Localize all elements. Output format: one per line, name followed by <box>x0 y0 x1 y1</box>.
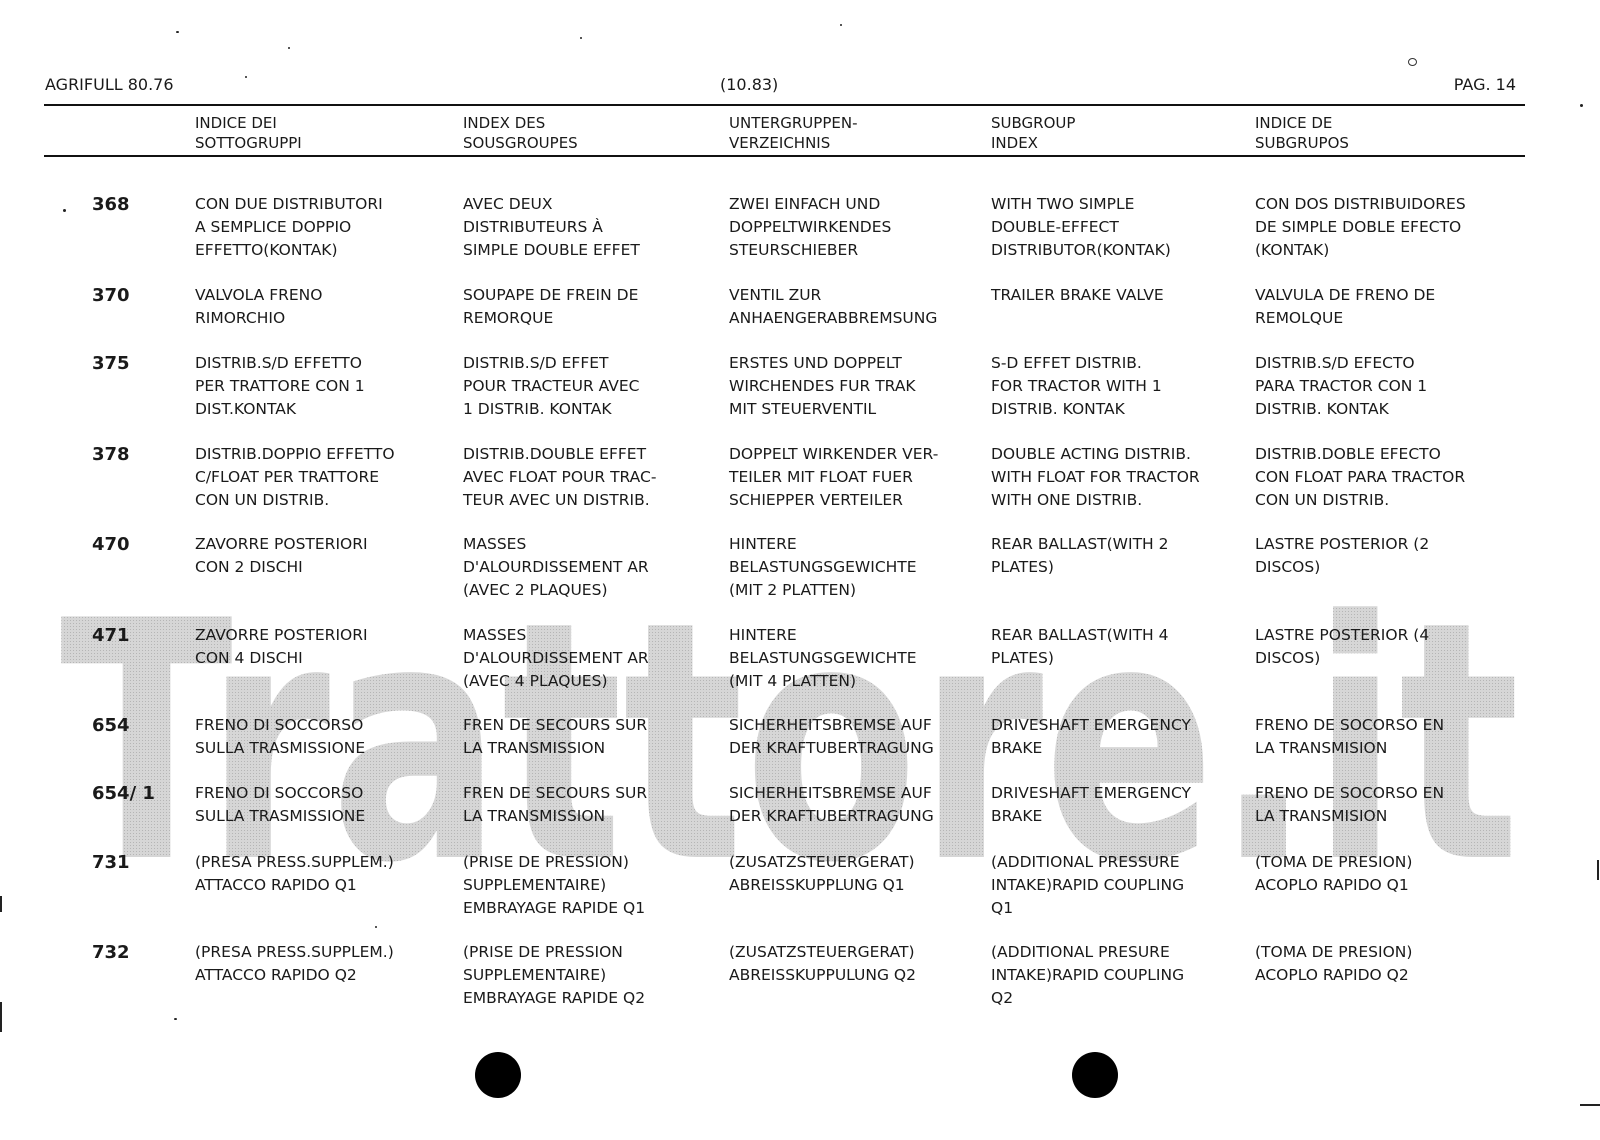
cell-italian: DISTRIB.S/D EFFETTO PER TRATTORE CON 1 DIST.KONTAK <box>195 354 365 418</box>
cell-spanish: LASTRE POSTERIOR (4 DISCOS) <box>1255 626 1430 667</box>
edition-date: (10.83) <box>720 75 779 94</box>
cell-french: (PRISE DE PRESSION SUPPLEMENTAIRE) EMBRAYAGE RAPIDE Q2 <box>463 943 646 1007</box>
cell-german: VENTIL ZUR ANHAENGERABBREMSUNG <box>729 286 938 327</box>
cell-french: FREN DE SECOURS SUR LA TRANSMISSION <box>463 716 648 757</box>
scan-speck <box>288 47 290 49</box>
cell-italian: (PRESA PRESS.SUPPLEM.) ATTACCO RAPIDO Q2 <box>195 943 394 984</box>
subgroup-code: 368 <box>92 194 130 215</box>
column-header-spanish: INDICE DE SUBGRUPOS <box>1255 114 1349 152</box>
scan-speck <box>1408 58 1417 66</box>
subgroup-code: 470 <box>92 534 130 555</box>
cell-spanish: DISTRIB.DOBLE EFECTO CON FLOAT PARA TRACTOR CON UN DISTRIB. <box>1255 445 1466 509</box>
model-name: AGRIFULL 80.76 <box>45 75 174 94</box>
scan-edge-mark <box>1580 1104 1600 1106</box>
cell-italian: (PRESA PRESS.SUPPLEM.) ATTACCO RAPIDO Q1 <box>195 853 394 894</box>
cell-english: DOUBLE ACTING DISTRIB. WITH FLOAT FOR TRACTOR WITH ONE DISTRIB. <box>991 445 1200 509</box>
punch-hole <box>1072 1052 1118 1098</box>
subgroup-code: 654/ 1 <box>92 783 155 804</box>
cell-german: HINTERE BELASTUNGSGEWICHTE (MIT 2 PLATTEN) <box>729 535 917 599</box>
column-header-french: INDEX DES SOUSGROUPES <box>463 114 578 152</box>
subgroup-code: 471 <box>92 625 130 646</box>
cell-spanish: LASTRE POSTERIOR (2 DISCOS) <box>1255 535 1430 576</box>
cell-italian: FRENO DI SOCCORSO SULLA TRASMISSIONE <box>195 784 366 825</box>
cell-italian: DISTRIB.DOPPIO EFFETTO C/FLOAT PER TRATTORE CON UN DISTRIB. <box>195 445 395 509</box>
cell-german: ERSTES UND DOPPELT WIRCHENDES FUR TRAK MIT STEUERVENTIL <box>729 354 916 418</box>
cell-english: DRIVESHAFT EMERGENCY BRAKE <box>991 716 1191 757</box>
cell-italian: CON DUE DISTRIBUTORI A SEMPLICE DOPPIO EFFETTO(KONTAK) <box>195 195 383 259</box>
cell-english: DRIVESHAFT EMERGENCY BRAKE <box>991 784 1191 825</box>
scan-speck <box>840 24 842 26</box>
scan-speck <box>375 926 377 928</box>
svg-text:Trattore.it: Trattore.it <box>60 575 1520 880</box>
cell-spanish: FRENO DE SOCORSO EN LA TRANSMISION <box>1255 784 1445 825</box>
scan-speck <box>176 31 179 33</box>
cell-spanish: VALVULA DE FRENO DE REMOLQUE <box>1255 286 1436 327</box>
subgroup-code: 378 <box>92 444 130 465</box>
cell-spanish: FRENO DE SOCORSO EN LA TRANSMISION <box>1255 716 1445 757</box>
cell-italian: ZAVORRE POSTERIORI CON 4 DISCHI <box>195 626 368 667</box>
scan-speck <box>174 1018 177 1020</box>
cell-french: MASSES D'ALOURDISSEMENT AR (AVEC 2 PLAQUES) <box>463 535 649 599</box>
column-header-italian: INDICE DEI SOTTOGRUPPI <box>195 114 302 152</box>
cell-french: DISTRIB.DOUBLE EFFET AVEC FLOAT POUR TRAC- TEUR AVEC UN DISTRIB. <box>463 445 657 509</box>
subgroup-code: 654 <box>92 715 130 736</box>
cell-english: TRAILER BRAKE VALVE <box>991 286 1164 304</box>
scan-edge-mark <box>0 1002 2 1032</box>
cell-italian: VALVOLA FRENO RIMORCHIO <box>195 286 323 327</box>
cell-french: FREN DE SECOURS SUR LA TRANSMISSION <box>463 784 648 825</box>
punch-hole <box>475 1052 521 1098</box>
header-rule-top <box>44 104 1525 106</box>
scan-edge-mark <box>1597 860 1599 880</box>
scan-edge-mark <box>0 896 2 912</box>
cell-italian: FRENO DI SOCCORSO SULLA TRASMISSIONE <box>195 716 366 757</box>
cell-english: S-D EFFET DISTRIB. FOR TRACTOR WITH 1 DISTRIB. KONTAK <box>991 354 1162 418</box>
cell-french: DISTRIB.S/D EFFET POUR TRACTEUR AVEC 1 DISTRIB. KONTAK <box>463 354 640 418</box>
cell-spanish: (TOMA DE PRESION) ACOPLO RAPIDO Q1 <box>1255 853 1413 894</box>
cell-german: (ZUSATZSTEUERGERAT) ABREISSKUPPLUNG Q1 <box>729 853 915 894</box>
cell-italian: ZAVORRE POSTERIORI CON 2 DISCHI <box>195 535 368 576</box>
cell-english: (ADDITIONAL PRESURE INTAKE)RAPID COUPLING Q2 <box>991 943 1185 1007</box>
column-header-german: UNTERGRUPPEN- VERZEICHNIS <box>729 114 858 152</box>
cell-spanish: DISTRIB.S/D EFECTO PARA TRACTOR CON 1 DISTRIB. KONTAK <box>1255 354 1428 418</box>
scan-speck <box>1580 104 1583 107</box>
cell-english: REAR BALLAST(WITH 4 PLATES) <box>991 626 1169 667</box>
cell-french: AVEC DEUX DISTRIBUTEURS À SIMPLE DOUBLE EFFET <box>463 195 640 259</box>
cell-spanish: (TOMA DE PRESION) ACOPLO RAPIDO Q2 <box>1255 943 1413 984</box>
cell-german: HINTERE BELASTUNGSGEWICHTE (MIT 4 PLATTEN) <box>729 626 917 690</box>
cell-german: (ZUSATZSTEUERGERAT) ABREISSKUPPULUNG Q2 <box>729 943 916 984</box>
subgroup-code: 370 <box>92 285 130 306</box>
subgroup-code: 375 <box>92 353 130 374</box>
scan-speck <box>63 209 66 212</box>
header-rule-bottom <box>44 155 1525 157</box>
cell-german: DOPPELT WIRKENDER VER- TEILER MIT FLOAT FUER SCHIEPPER VERTEILER <box>729 445 939 509</box>
scan-speck <box>580 37 582 39</box>
cell-german: SICHERHEITSBREMSE AUF DER KRAFTUBERTRAGUNG <box>729 716 934 757</box>
cell-english: WITH TWO SIMPLE DOUBLE-EFFECT DISTRIBUTOR(KONTAK) <box>991 195 1171 259</box>
cell-german: SICHERHEITSBREMSE AUF DER KRAFTUBERTRAGUNG <box>729 784 934 825</box>
cell-german: ZWEI EINFACH UND DOPPELTWIRKENDES STEURSCHIEBER <box>729 195 892 259</box>
subgroup-code: 732 <box>92 942 130 963</box>
cell-french: SOUPAPE DE FREIN DE REMORQUE <box>463 286 639 327</box>
cell-spanish: CON DOS DISTRIBUIDORES DE SIMPLE DOBLE EFECTO (KONTAK) <box>1255 195 1466 259</box>
scan-speck <box>245 76 247 78</box>
column-header-english: SUBGROUP INDEX <box>991 114 1076 152</box>
cell-english: REAR BALLAST(WITH 2 PLATES) <box>991 535 1169 576</box>
page-number: PAG. 14 <box>1453 75 1516 94</box>
cell-french: MASSES D'ALOURDISSEMENT AR (AVEC 4 PLAQUES) <box>463 626 649 690</box>
cell-french: (PRISE DE PRESSION) SUPPLEMENTAIRE) EMBRAYAGE RAPIDE Q1 <box>463 853 646 917</box>
cell-english: (ADDITIONAL PRESSURE INTAKE)RAPID COUPLING Q1 <box>991 853 1185 917</box>
subgroup-code: 731 <box>92 852 130 873</box>
